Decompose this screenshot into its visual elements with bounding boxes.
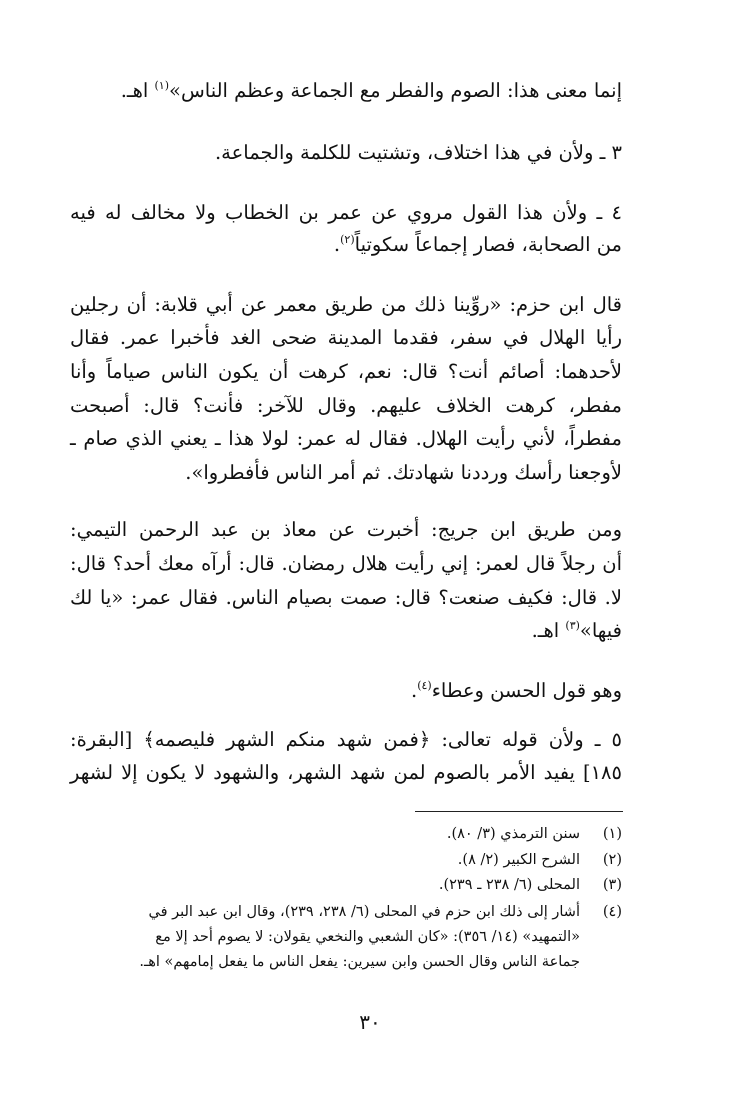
body-line: مفطر، كرهت الخلاف عليهم. وقال للآخر: فأنت؟ قال: أصبحت bbox=[70, 394, 622, 417]
body-line: ١٨٥] يفيد الأمر بالصوم لمن شهد الشهر، والشهود لا يكون إلا لشهر bbox=[70, 761, 622, 784]
body-line: ومن طريق ابن جريج: أخبرت عن معاذ بن عبد الرحمن التيمي: bbox=[70, 518, 622, 541]
body-line: مفطراً، لأني رأيت الهلال. فقال له عمر: لولا هذا ـ يعني الذي صام ـ bbox=[70, 427, 622, 450]
footnote-item bbox=[458, 848, 622, 872]
body-line: رأيا الهلال في سفر، فقدما المدينة ضحى الغد فأخبرا عمر. فقال bbox=[70, 326, 622, 349]
body-line: فيها»$^{(٣)}$ اهـ. bbox=[531, 619, 622, 642]
footnote-number: (١) bbox=[602, 826, 622, 842]
footnote-number: (٣) bbox=[602, 877, 622, 893]
footnote-continuation: «التمهيد» (١٤/ ٣٥٦): «كان الشعبي والنخعي يقولان: لا يصوم أحد إلا مع bbox=[155, 929, 580, 945]
body-line: لأحدهما: أصائم أنت؟ قال: نعم، كرهت أن يكون الناس صياماً وأنا bbox=[70, 360, 622, 383]
body-line: ٥ ـ ولأن قوله تعالى: ﴿فمن شهد منكم الشهر فليصمه﴾ [البقرة: bbox=[70, 728, 622, 751]
footnote-item bbox=[149, 900, 623, 924]
body-line: وهو قول الحسن وعطاء$^{(٤)}$. bbox=[411, 679, 622, 702]
body-line: قال ابن حزم: «روِّينا ذلك من طريق معمر عن أبي قلابة: أن رجلين bbox=[70, 293, 622, 316]
footnote-continuation: جماعة الناس وقال الحسن وابن سيرين: يفعل الناس ما يفعل إمامهم» اهـ. bbox=[139, 954, 580, 970]
body-line: لأوجعنا رأسك ورددنا شهادتك. ثم أمر الناس فأفطروا». bbox=[185, 461, 622, 484]
footnote-text: الشرح الكبير (٢/ ٨). bbox=[457, 852, 580, 868]
body-line: ٣ ـ ولأن في هذا اختلاف، وتشتيت للكلمة والجماعة. bbox=[214, 141, 622, 164]
footnote-number: (٢) bbox=[602, 852, 622, 868]
footnote-ref[interactable]: (٤) bbox=[417, 679, 432, 692]
footnote-number: (٤) bbox=[602, 904, 622, 920]
footnote-text: سنن الترمذي (٣/ ٨٠). bbox=[446, 826, 580, 842]
footnote-ref[interactable]: (٣) bbox=[565, 619, 580, 632]
footnote-text: أشار إلى ذلك ابن حزم في المحلى (٦/ ٢٣٨، ٢٣٩)، وقال ابن عبد البر في bbox=[148, 904, 580, 920]
footnote-ref[interactable]: (٢) bbox=[340, 233, 355, 246]
body-line: لا. قال: فكيف صنعت؟ قال: صمت بصيام الناس. فقال عمر: «يا لك bbox=[70, 586, 622, 609]
body-line: أن رجلاً قال لعمر: إني رأيت هلال رمضان. قال: أرآه معك أحد؟ قال: bbox=[70, 552, 622, 575]
footnote-text: المحلى (٦/ ٢٣٨ ـ ٢٣٩). bbox=[438, 877, 580, 893]
body-line: ٤ ـ ولأن هذا القول مروي عن عمر بن الخطاب ولا مخالف له فيه bbox=[70, 201, 622, 224]
body-line: إنما معنى هذا: الصوم والفطر مع الجماعة وعظم الناس»$^{(١)}$ اهـ. bbox=[120, 79, 622, 102]
footnote-item bbox=[439, 873, 622, 897]
footnote-separator bbox=[415, 811, 623, 812]
footnote-ref[interactable]: (١) bbox=[154, 79, 170, 92]
body-line: من الصحابة، فصار إجماعاً سكوتياً$^{(٢)}$. bbox=[333, 233, 622, 256]
page-number: ٣٠ bbox=[359, 1010, 381, 1034]
footnote-item bbox=[447, 822, 622, 846]
